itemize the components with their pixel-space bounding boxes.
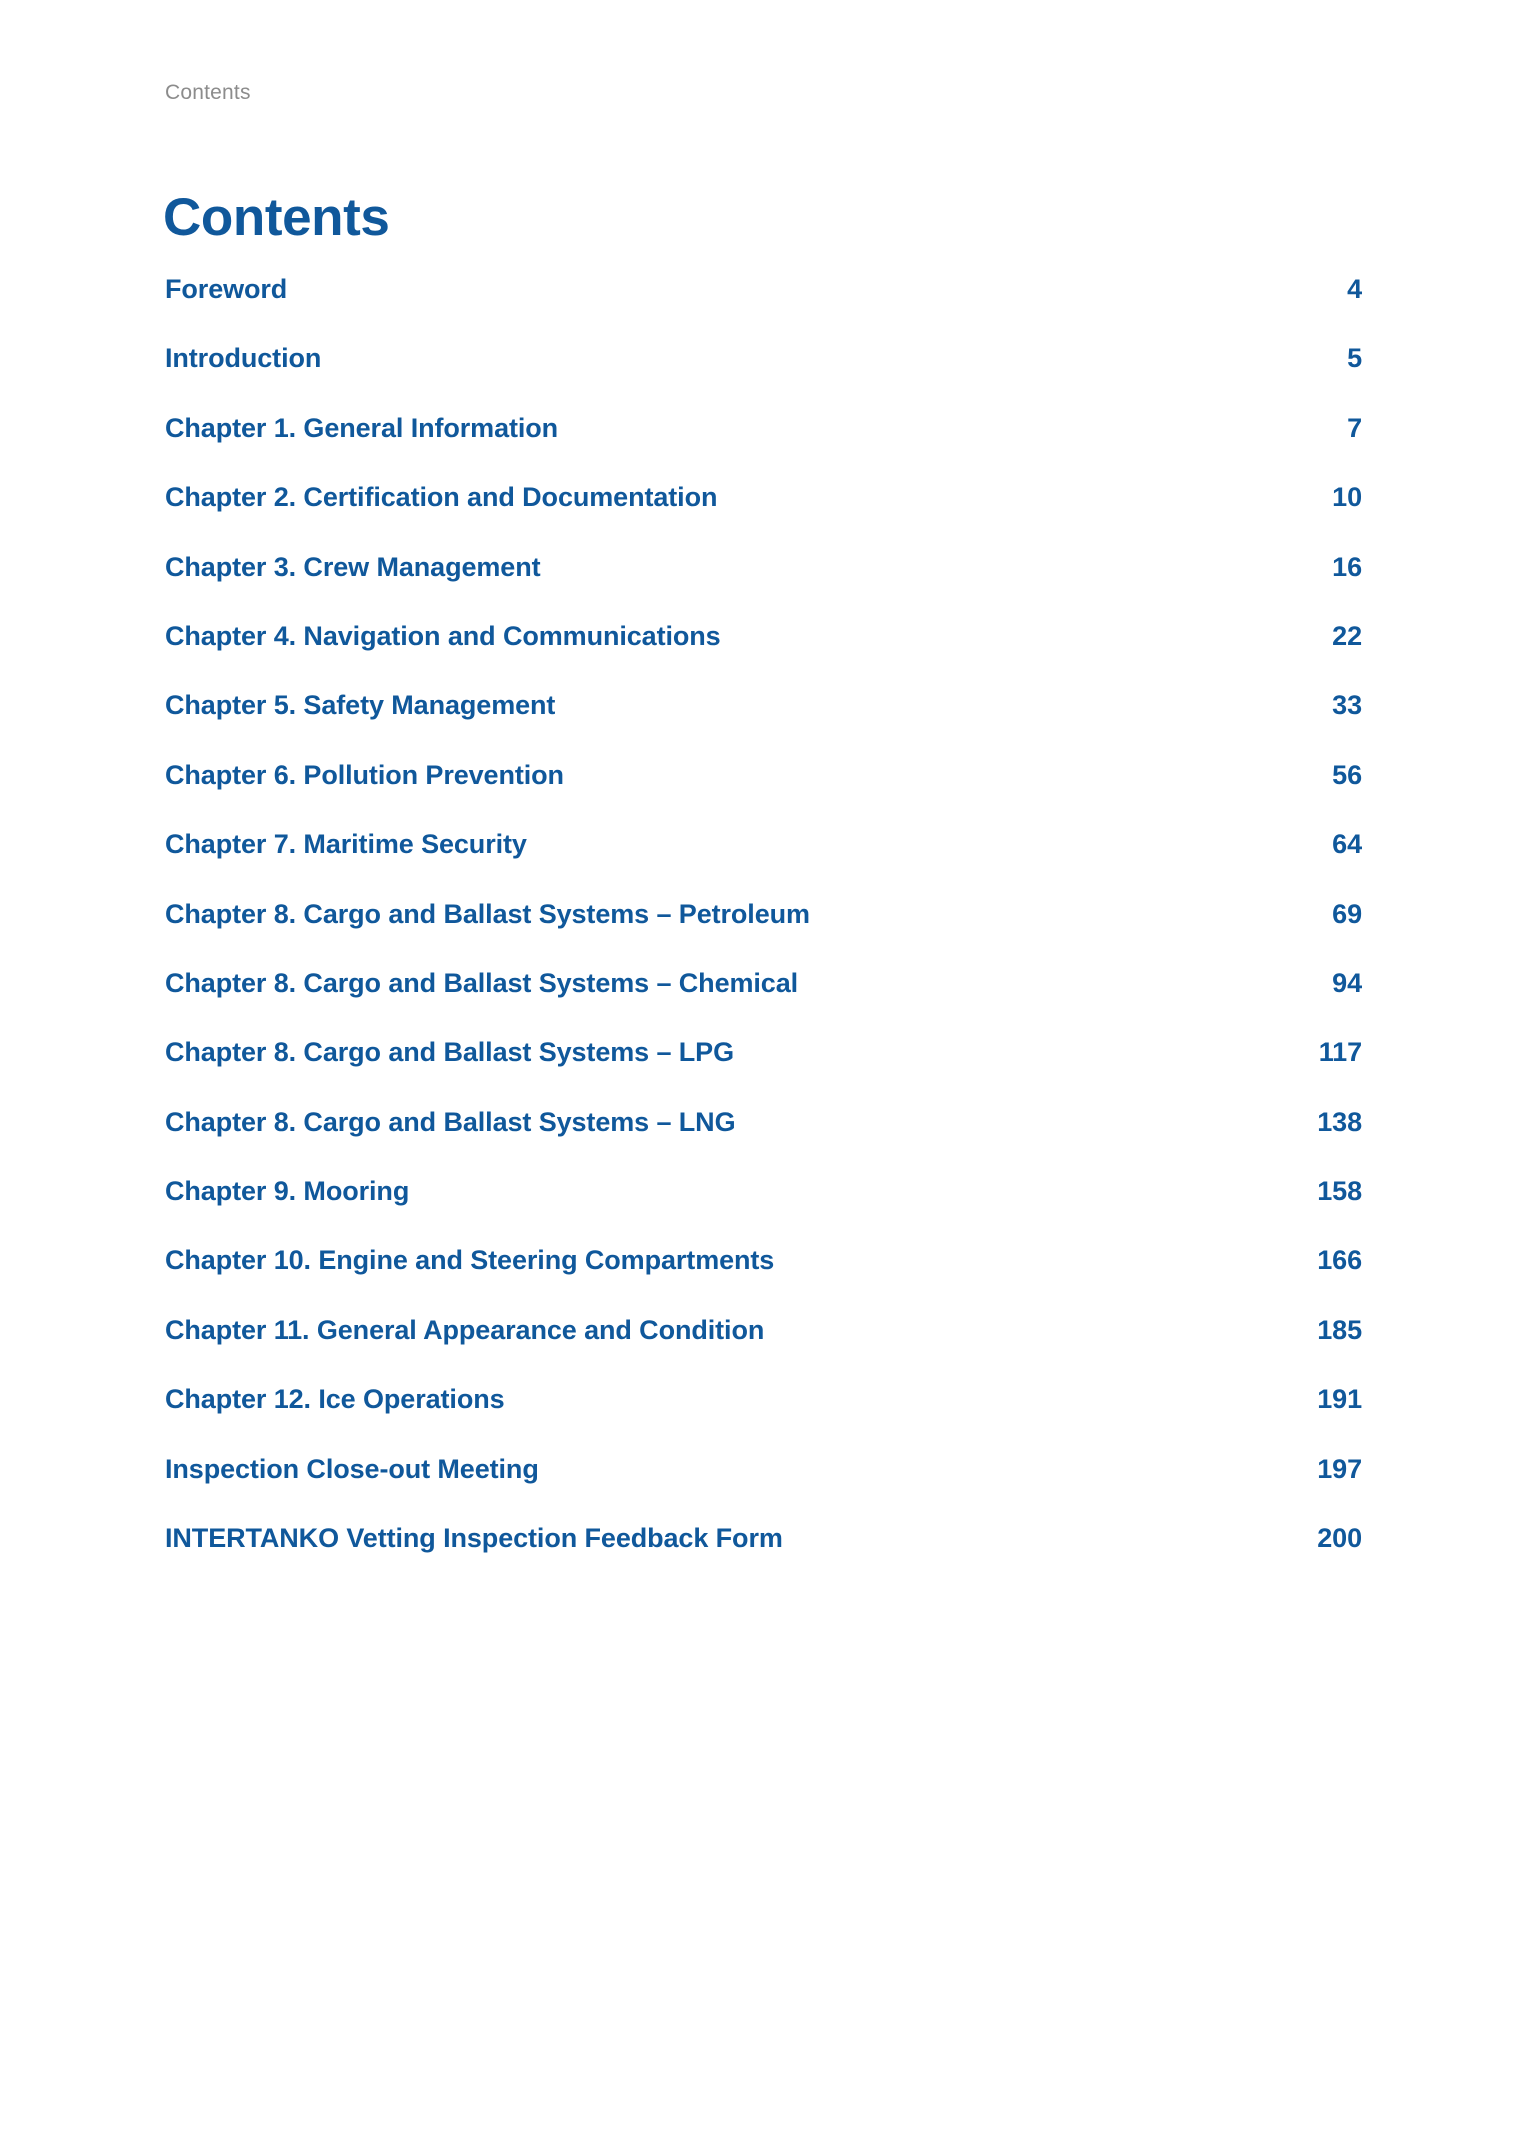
toc-entry[interactable] <box>165 552 1362 621</box>
page-title: Contents <box>163 187 390 247</box>
toc-entry[interactable] <box>165 482 1362 551</box>
toc-entry-label: Chapter 9. Mooring <box>165 1176 410 1207</box>
toc-entry[interactable] <box>165 1176 1362 1245</box>
toc-entry-page-number: 158 <box>1317 1176 1362 1207</box>
toc-entry[interactable] <box>165 1315 1362 1384</box>
toc-entry-label: Chapter 7. Maritime Security <box>165 829 527 860</box>
toc-entry-label: Chapter 10. Engine and Steering Compartments <box>165 1245 775 1276</box>
toc-entry-label: Chapter 8. Cargo and Ballast Systems – LNG <box>165 1106 736 1137</box>
toc-entry-page-number: 197 <box>1317 1453 1362 1484</box>
toc-entry[interactable] <box>165 1384 1362 1453</box>
toc-entry[interactable] <box>165 343 1362 412</box>
toc-entry-label: Chapter 4. Navigation and Communications <box>165 620 721 651</box>
toc-entry-label: Chapter 6. Pollution Prevention <box>165 759 564 790</box>
toc-entry-label: Chapter 5. Safety Management <box>165 690 556 721</box>
toc-entry-page-number: 22 <box>1332 620 1362 651</box>
toc-entry[interactable] <box>165 690 1362 759</box>
toc-entry[interactable] <box>165 621 1362 690</box>
toc-entry-page-number: 56 <box>1332 759 1362 790</box>
toc-entry-label: Chapter 8. Cargo and Ballast Systems – Petroleum <box>165 898 810 929</box>
toc-entry-label: Introduction <box>165 343 322 374</box>
table-of-contents <box>165 274 1362 1592</box>
toc-entry-label: Foreword <box>165 274 288 304</box>
toc-entry[interactable] <box>165 1523 1362 1592</box>
toc-entry[interactable] <box>165 829 1362 898</box>
toc-entry-page-number: 94 <box>1332 967 1362 998</box>
toc-entry-page-number: 138 <box>1317 1106 1362 1137</box>
toc-entry-label: Chapter 3. Crew Management <box>165 551 541 582</box>
toc-entry-page-number: 10 <box>1332 482 1362 513</box>
toc-entry-label: Chapter 1. General Information <box>165 412 559 443</box>
toc-entry[interactable] <box>165 1454 1362 1523</box>
toc-entry-page-number: 69 <box>1332 898 1362 929</box>
toc-entry-label: Chapter 8. Cargo and Ballast Systems – Chemical <box>165 967 799 998</box>
toc-entry-label: Chapter 8. Cargo and Ballast Systems – LPG <box>165 1037 734 1068</box>
toc-entry-page-number: 7 <box>1347 412 1362 443</box>
running-head: Contents <box>165 81 251 104</box>
toc-entry[interactable] <box>165 1107 1362 1176</box>
toc-entry-page-number: 117 <box>1318 1037 1362 1068</box>
toc-entry[interactable] <box>165 1037 1362 1106</box>
toc-entry-page-number: 191 <box>1317 1384 1362 1415</box>
toc-entry-page-number: 16 <box>1332 551 1362 582</box>
toc-entry[interactable] <box>165 760 1362 829</box>
toc-entry[interactable] <box>165 968 1362 1037</box>
toc-entry-page-number: 64 <box>1332 829 1362 860</box>
toc-entry-label: Chapter 2. Certification and Documentation <box>165 482 718 513</box>
toc-entry-label: INTERTANKO Vetting Inspection Feedback Form <box>165 1523 783 1554</box>
toc-entry-label: Inspection Close-out Meeting <box>165 1453 539 1484</box>
toc-entry-page-number: 5 <box>1347 343 1362 374</box>
toc-entry-page-number: 200 <box>1317 1523 1362 1554</box>
toc-entry[interactable] <box>165 1245 1362 1314</box>
toc-entry-label: Chapter 12. Ice Operations <box>165 1384 505 1415</box>
toc-entry-page-number: 4 <box>1347 274 1362 304</box>
toc-entry[interactable] <box>165 899 1362 968</box>
toc-entry-page-number: 166 <box>1317 1245 1362 1276</box>
toc-entry-page-number: 185 <box>1317 1314 1362 1345</box>
toc-entry[interactable] <box>165 413 1362 482</box>
toc-entry-label: Chapter 11. General Appearance and Condition <box>165 1314 765 1345</box>
toc-entry[interactable] <box>165 274 1362 343</box>
toc-entry-page-number: 33 <box>1332 690 1362 721</box>
